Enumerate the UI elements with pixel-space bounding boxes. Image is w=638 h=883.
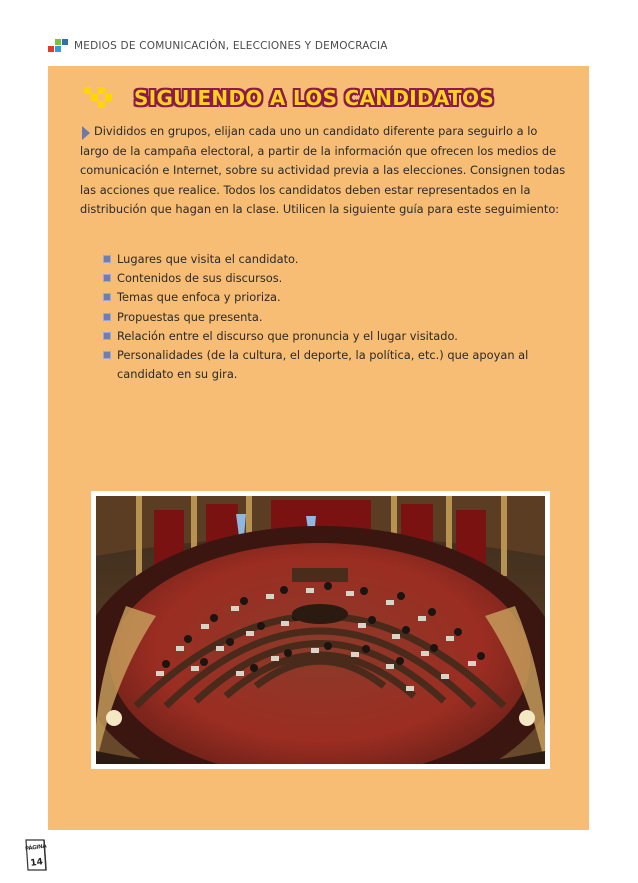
square-bullet-icon [103, 313, 111, 321]
guide-item [101, 308, 561, 327]
page-number-badge [24, 838, 48, 872]
guide-list [101, 250, 561, 384]
activity-title-row [84, 84, 494, 112]
page-label: PÁGINA [24, 843, 47, 853]
guide-item [101, 269, 561, 288]
guide-item-text: Temas que enfoca y prioriza. [117, 290, 281, 305]
guide-item [101, 250, 561, 269]
activity-instructions: Divididos en grupos, elijan cada uno un candidato diferente para seguirlo a lo largo de la campaña electoral, a partir de la información que ofrecen los medios de comunicación e Internet, sobre su actividad previa a las elecciones. Consignen todas las acciones que realice. Todos los candidatos deben estar representados en la distribución que hagan en la clase. Utilicen la siguiente guía para este seguimiento: [80, 124, 566, 217]
guide-item-text: Lugares que visita el candidato. [117, 252, 299, 266]
guide-item-text: Personalidades (de la cultura, el deporte, la política, etc.) que apoyan al candidato en su gira. [117, 348, 529, 382]
title-squares-icon [84, 87, 112, 109]
guide-item-text: Contenidos de sus discursos. [117, 271, 283, 286]
square-bullet-icon [103, 293, 111, 301]
photo-frame [91, 491, 550, 769]
square-bullet-icon [103, 255, 111, 263]
page-number: 14 [29, 857, 44, 869]
guide-item [101, 327, 561, 346]
guide-item-text: Propuestas que presenta. [117, 309, 263, 324]
guide-item [101, 346, 561, 384]
guide-item-text: Relación entre el discurso que pronuncia y el lugar visitado. [117, 328, 458, 343]
square-bullet-icon [103, 332, 111, 340]
section-title: MEDIOS DE COMUNICACIÓN, ELECCIONES Y DEMOCRACIA [74, 40, 388, 52]
header-squares-icon [48, 39, 68, 53]
senate-chamber-photo [96, 496, 545, 764]
activity-title: SIGUIENDO A LOS CANDIDATOS [134, 86, 495, 110]
square-bullet-icon [103, 351, 111, 359]
guide-item [101, 288, 561, 307]
page-header [48, 38, 388, 54]
square-bullet-icon [103, 274, 111, 282]
